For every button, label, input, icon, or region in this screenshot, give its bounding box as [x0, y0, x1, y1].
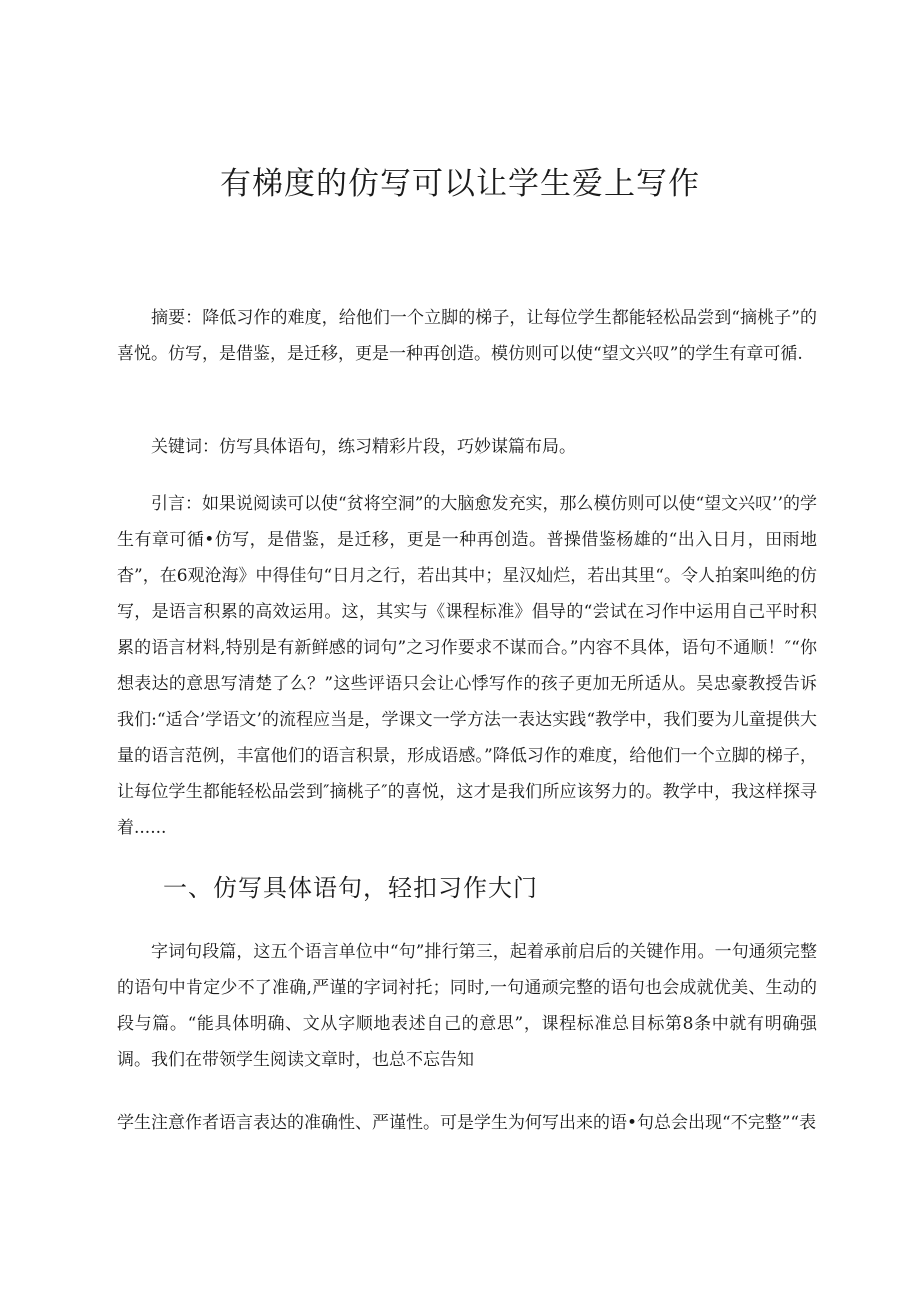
document-title: 有梯度的仿写可以让学生爱上写作: [220, 166, 700, 202]
section-heading-1: 一、仿写具体语句，轻扣习作大门: [163, 874, 538, 902]
abstract-paragraph: 摘要：降低习作的难度，给他们一个立脚的梯子，让每位学生都能轻松品尝到“摘桃子”的喜悦。仿写，是借鉴，是迁移，更是一种再创造。模仿则可以使“望文兴叹”的学生有章可循.: [117, 308, 817, 364]
keywords-paragraph: 关键词：仿写具体语句，练习精彩片段，巧妙谋篇布局。: [151, 437, 576, 457]
continuation-paragraph: 学生注意作者语言表达的准确性、严谨性。可是学生为何写出来的语•句总会出现“不完整”“表: [117, 1113, 817, 1133]
section1-paragraph: 字词句段篇，这五个语言单位中“句”排行第三，起着承前启后的关键作用。一句通须完整的语句中肯定少不了准确,严谨的字词衬托；同时,一句通顽完整的语句也会成就优美、生动的段与篇。“能具体明确、文从字顺地表述自己的意思”，课程标准总目标第8条中就有明确强调。我们在带领学生阅读文章时，也总不忘告知: [117, 942, 817, 1070]
introduction-paragraph: 引言：如果说阅读可以使“贫将空洞”的大脑愈发充实，那么模仿则可以使“望文兴叹’’的学生有章可循•仿写，是借鉴，是迁移，更是一种再创造。普操借鉴杨雄的“出入日月，田雨地杳”，在6观沧海》中得佳句“日月之行，若出其中；星汉灿烂，若出其里“。令人拍案叫绝的仿写，是语言积累的高效运用。这，其实与《课程标准》倡导的“尝试在习作中运用自己平时积累的语言材料,特别是有新鲜感的词句”之习作要求不谋而合。”内容不具体，语句不通顺！″“你想表达的意思写清楚了么？”这些评语只会让心悸写作的孩子更加无所适从。吴忠豪教授告诉我们:“适合’学语文’的流程应当是，学课文一学方法一表达实践“教学中，我们要为儿童提供大量的语言范例，丰富他们的语言积景，形成语感。”降低习作的难度，给他们一个立脚的梯子，让每位学生都能轻松品尝到″摘桃子″的喜悦，这才是我们所应该努力的。教学中，我这样探寻着......: [117, 494, 817, 838]
